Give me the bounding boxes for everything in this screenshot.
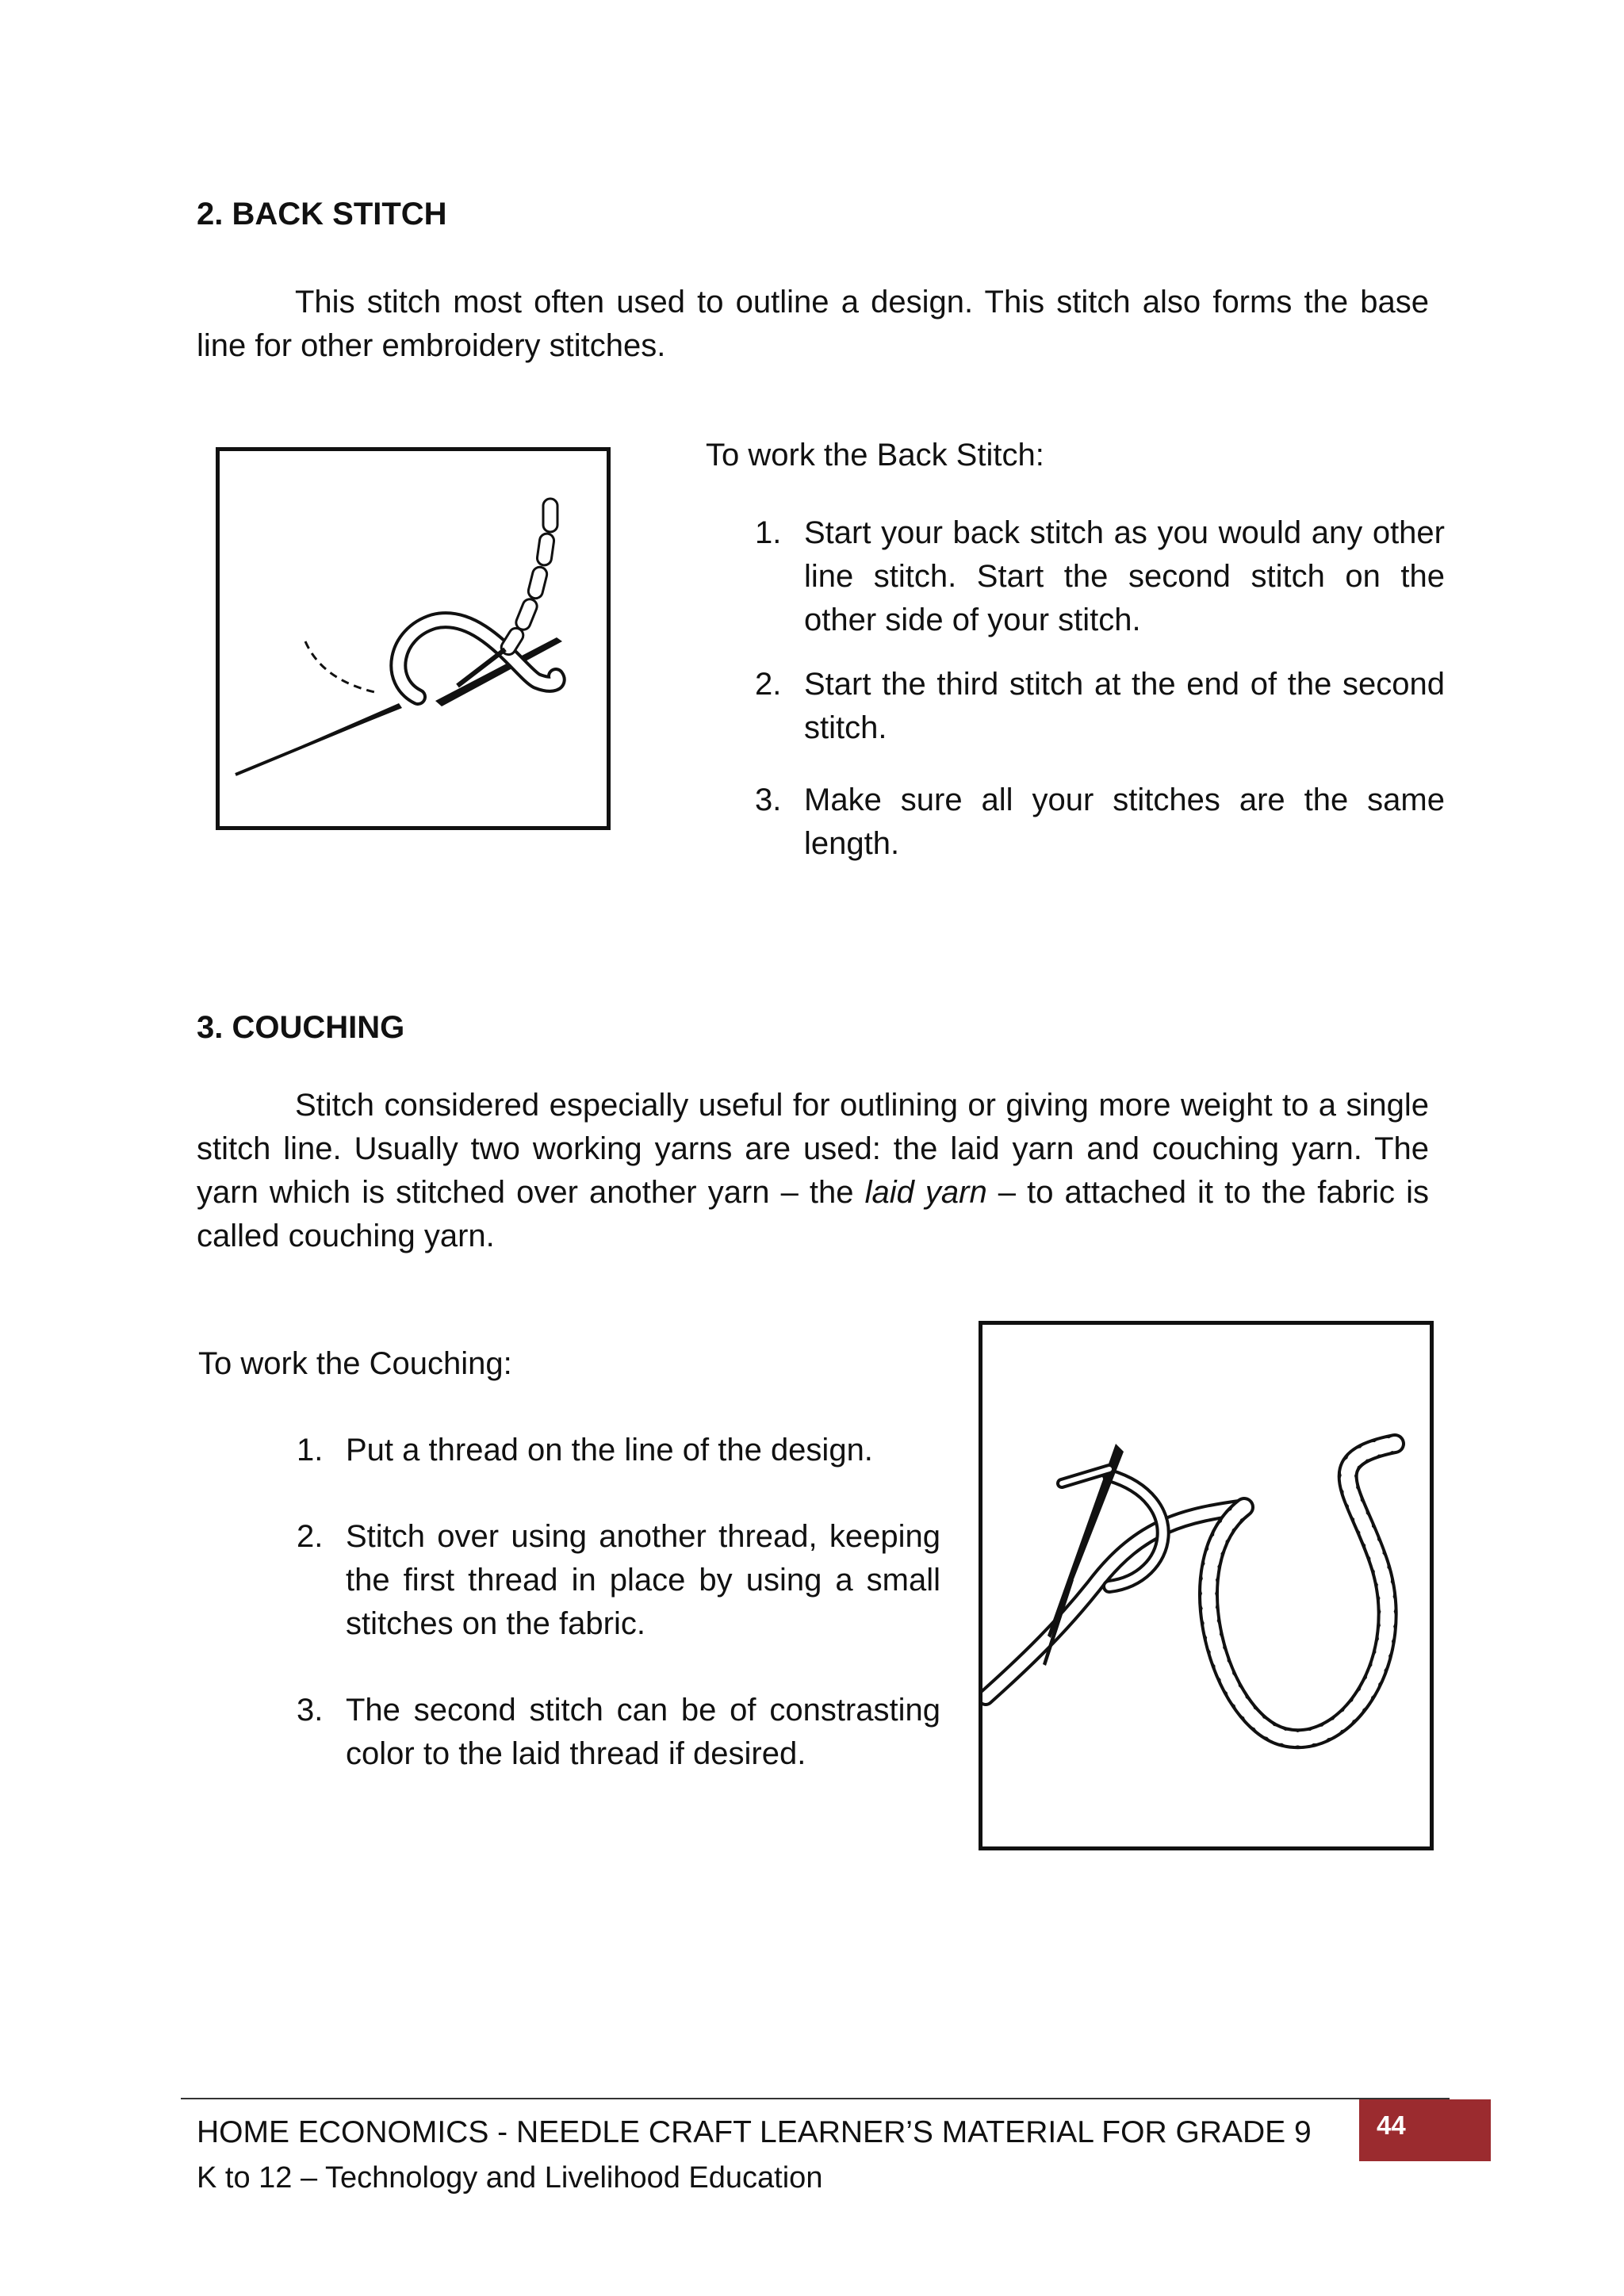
couching-work-title: To work the Couching:	[198, 1346, 512, 1381]
step-number: 1.	[297, 1433, 324, 1468]
footer-divider	[181, 2098, 1450, 2099]
couching-intro-text-end: – to attached it to the fabric is called couching yarn.	[197, 1175, 1429, 1253]
step-text: Put a thread on the line of the design.	[346, 1433, 873, 1468]
step-number: 3.	[755, 783, 782, 817]
list-item	[297, 1515, 940, 1646]
back-stitch-work-title: To work the Back Stitch:	[706, 438, 1044, 473]
couching-steps	[297, 1429, 940, 1776]
step-text: Start the third stitch at the end of the second stitch.	[804, 667, 1445, 745]
step-number: 2.	[755, 667, 782, 702]
list-item	[755, 663, 1445, 750]
couching-intro	[197, 1084, 1429, 1258]
back-stitch-heading: 2. BACK STITCH	[197, 197, 447, 232]
back-stitch-steps	[755, 511, 1445, 866]
back-stitch-intro: This stitch most often used to outline a design. This stitch also forms the base line for other embroidery stitches.	[197, 285, 1429, 363]
couching-intro-text: Stitch considered especially useful for outlining or giving more weight to a single stitch line. Usually two working yarns are used: the laid yarn and couching yarn. The yarn which is stitched over another yarn – the	[197, 1088, 1429, 1210]
list-item	[755, 779, 1445, 866]
list-item	[755, 511, 1445, 642]
laid-yarn-term: laid yarn	[864, 1175, 987, 1210]
back-stitch-illustration	[216, 447, 611, 830]
step-text: Make sure all your stitches are the same length.	[804, 783, 1445, 861]
couching-thread-icon	[982, 1325, 1430, 1846]
step-text: The second stitch can be of constrasting color to the laid thread if desired.	[346, 1693, 940, 1771]
step-text: Start your back stitch as you would any other line stitch. Start the second stitch on the other side of your stitch.	[804, 515, 1445, 637]
needle-thread-icon	[220, 451, 607, 826]
footer-subtitle: K to 12 – Technology and Livelihood Education	[197, 2161, 823, 2195]
page-number-badge: 44	[1359, 2099, 1491, 2161]
step-number: 1.	[755, 515, 782, 550]
step-text: Stitch over using another thread, keeping the first thread in place by using a small stitches on the fabric.	[346, 1519, 940, 1641]
list-item	[297, 1689, 940, 1776]
couching-illustration	[979, 1321, 1434, 1850]
footer-title: HOME ECONOMICS - NEEDLE CRAFT LEARNER’S MATERIAL FOR GRADE 9	[197, 2115, 1312, 2149]
step-number: 2.	[297, 1519, 324, 1554]
couching-heading: 3. COUCHING	[197, 1010, 405, 1045]
list-item	[297, 1429, 940, 1472]
step-number: 3.	[297, 1693, 324, 1728]
